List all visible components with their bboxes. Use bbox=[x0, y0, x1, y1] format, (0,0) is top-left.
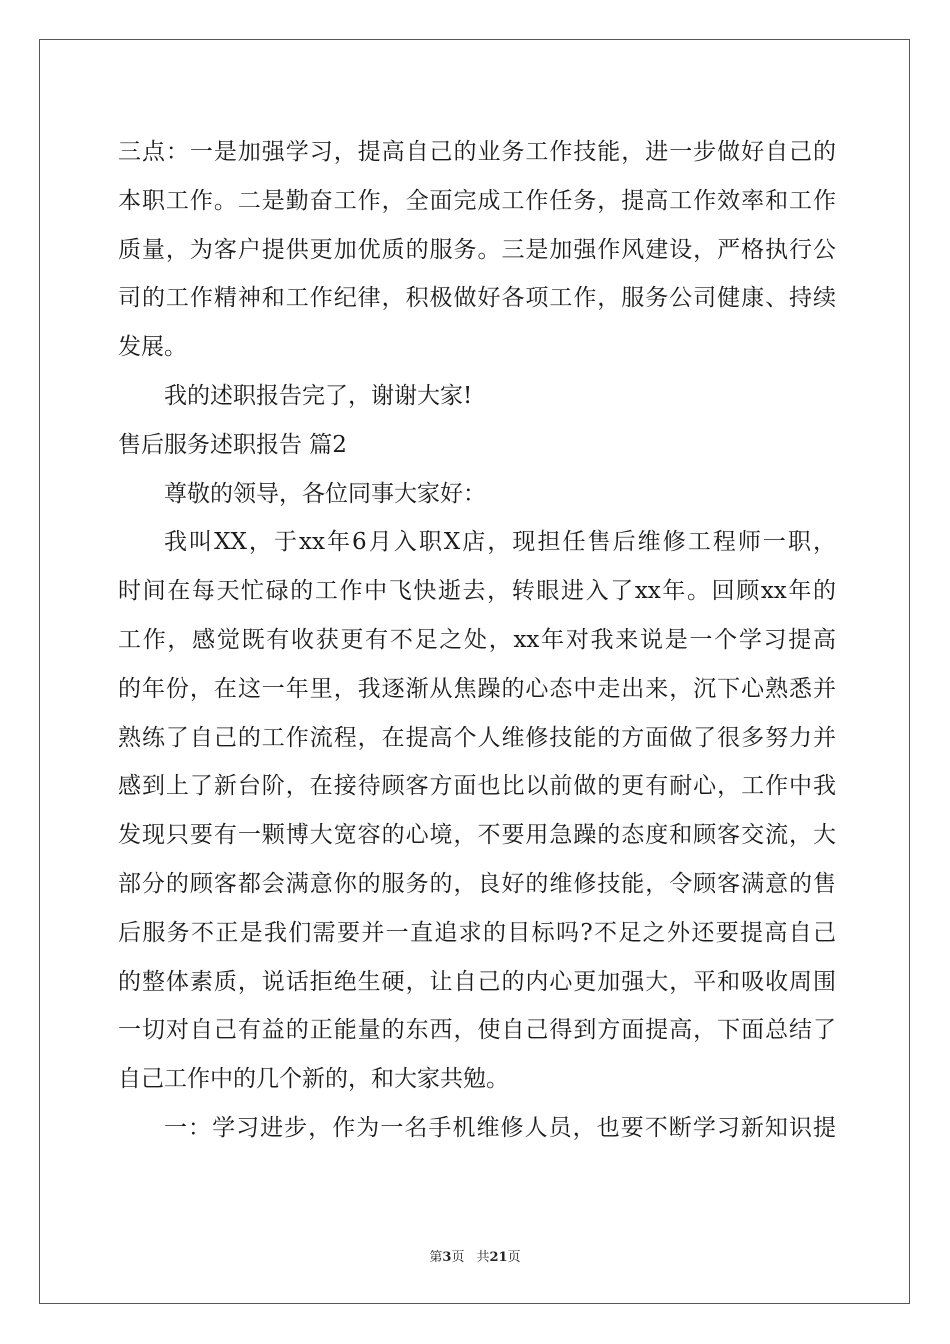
text-line: 的整体素质，说话拒绝生硬，让自己的内心更加强大，平和吸收周围 bbox=[118, 968, 836, 995]
text-line: 自己工作中的几个新的，和大家共勉。 bbox=[118, 1066, 509, 1093]
text-line: 后服务不正是我们需要并一直追求的目标吗?不足之外还要提高自己 bbox=[118, 919, 836, 946]
total-pages: 21 bbox=[489, 1250, 508, 1265]
text-line: 发现只要有一颗博大宽容的心境，不要用急躁的态度和顾客交流，大 bbox=[118, 822, 836, 849]
page-footer bbox=[0, 1246, 950, 1265]
text-line: 时间在每天忙碌的工作中飞快逝去，转眼进入了xx年。回顾xx年的 bbox=[118, 578, 836, 605]
text-line: 我叫XX，于xx年6月入职X店，现担任售后维修工程师一职， bbox=[164, 529, 836, 556]
text-line: 三点：一是加强学习，提高自己的业务工作技能，进一步做好自己的 bbox=[118, 139, 836, 165]
text-line: 司的工作精神和工作纪律，积极做好各项工作，服务公司健康、持续 bbox=[118, 285, 836, 312]
text-line: 部分的顾客都会满意你的服务的，良好的维修技能，令顾客满意的售 bbox=[118, 870, 836, 897]
section-heading: 售后服务述职报告 篇2 bbox=[118, 431, 347, 458]
text-line: 本职工作。二是勤奋工作，全面完成工作任务，提高工作效率和工作 bbox=[118, 187, 836, 214]
text-line: 一切对自己有益的正能量的东西，使自己得到方面提高，下面总结了 bbox=[118, 1017, 836, 1044]
text-line: 的年份，在这一年里，我逐渐从焦躁的心态中走出来，沉下心熟悉并 bbox=[118, 675, 836, 702]
greeting-line: 尊敬的领导，各位同事大家好： bbox=[164, 480, 486, 507]
total-prefix: 共 bbox=[476, 1250, 490, 1265]
page-suffix: 页 bbox=[451, 1250, 465, 1265]
page-number: 3 bbox=[442, 1250, 452, 1265]
text-line: 质量，为客户提供更加优质的服务。三是加强作风建设，严格执行公 bbox=[118, 236, 836, 263]
text-line: 工作，感觉既有收获更有不足之处，xx年对我来说是一个学习提高 bbox=[118, 626, 836, 653]
text-line: 感到上了新台阶，在接待顾客方面也比以前做的更有耐心，工作中我 bbox=[118, 773, 836, 800]
page-prefix: 第 bbox=[429, 1250, 443, 1265]
total-suffix: 页 bbox=[507, 1250, 521, 1265]
closing-line: 我的述职报告完了，谢谢大家! bbox=[164, 382, 473, 409]
document-body bbox=[118, 128, 836, 1153]
text-line: 熟练了自己的工作流程，在提高个人维修技能的方面做了很多努力并 bbox=[118, 724, 836, 751]
text-line: 发展。 bbox=[118, 334, 187, 361]
text-line: 一：学习进步，作为一名手机维修人员，也要不断学习新知识提 bbox=[164, 1114, 836, 1141]
